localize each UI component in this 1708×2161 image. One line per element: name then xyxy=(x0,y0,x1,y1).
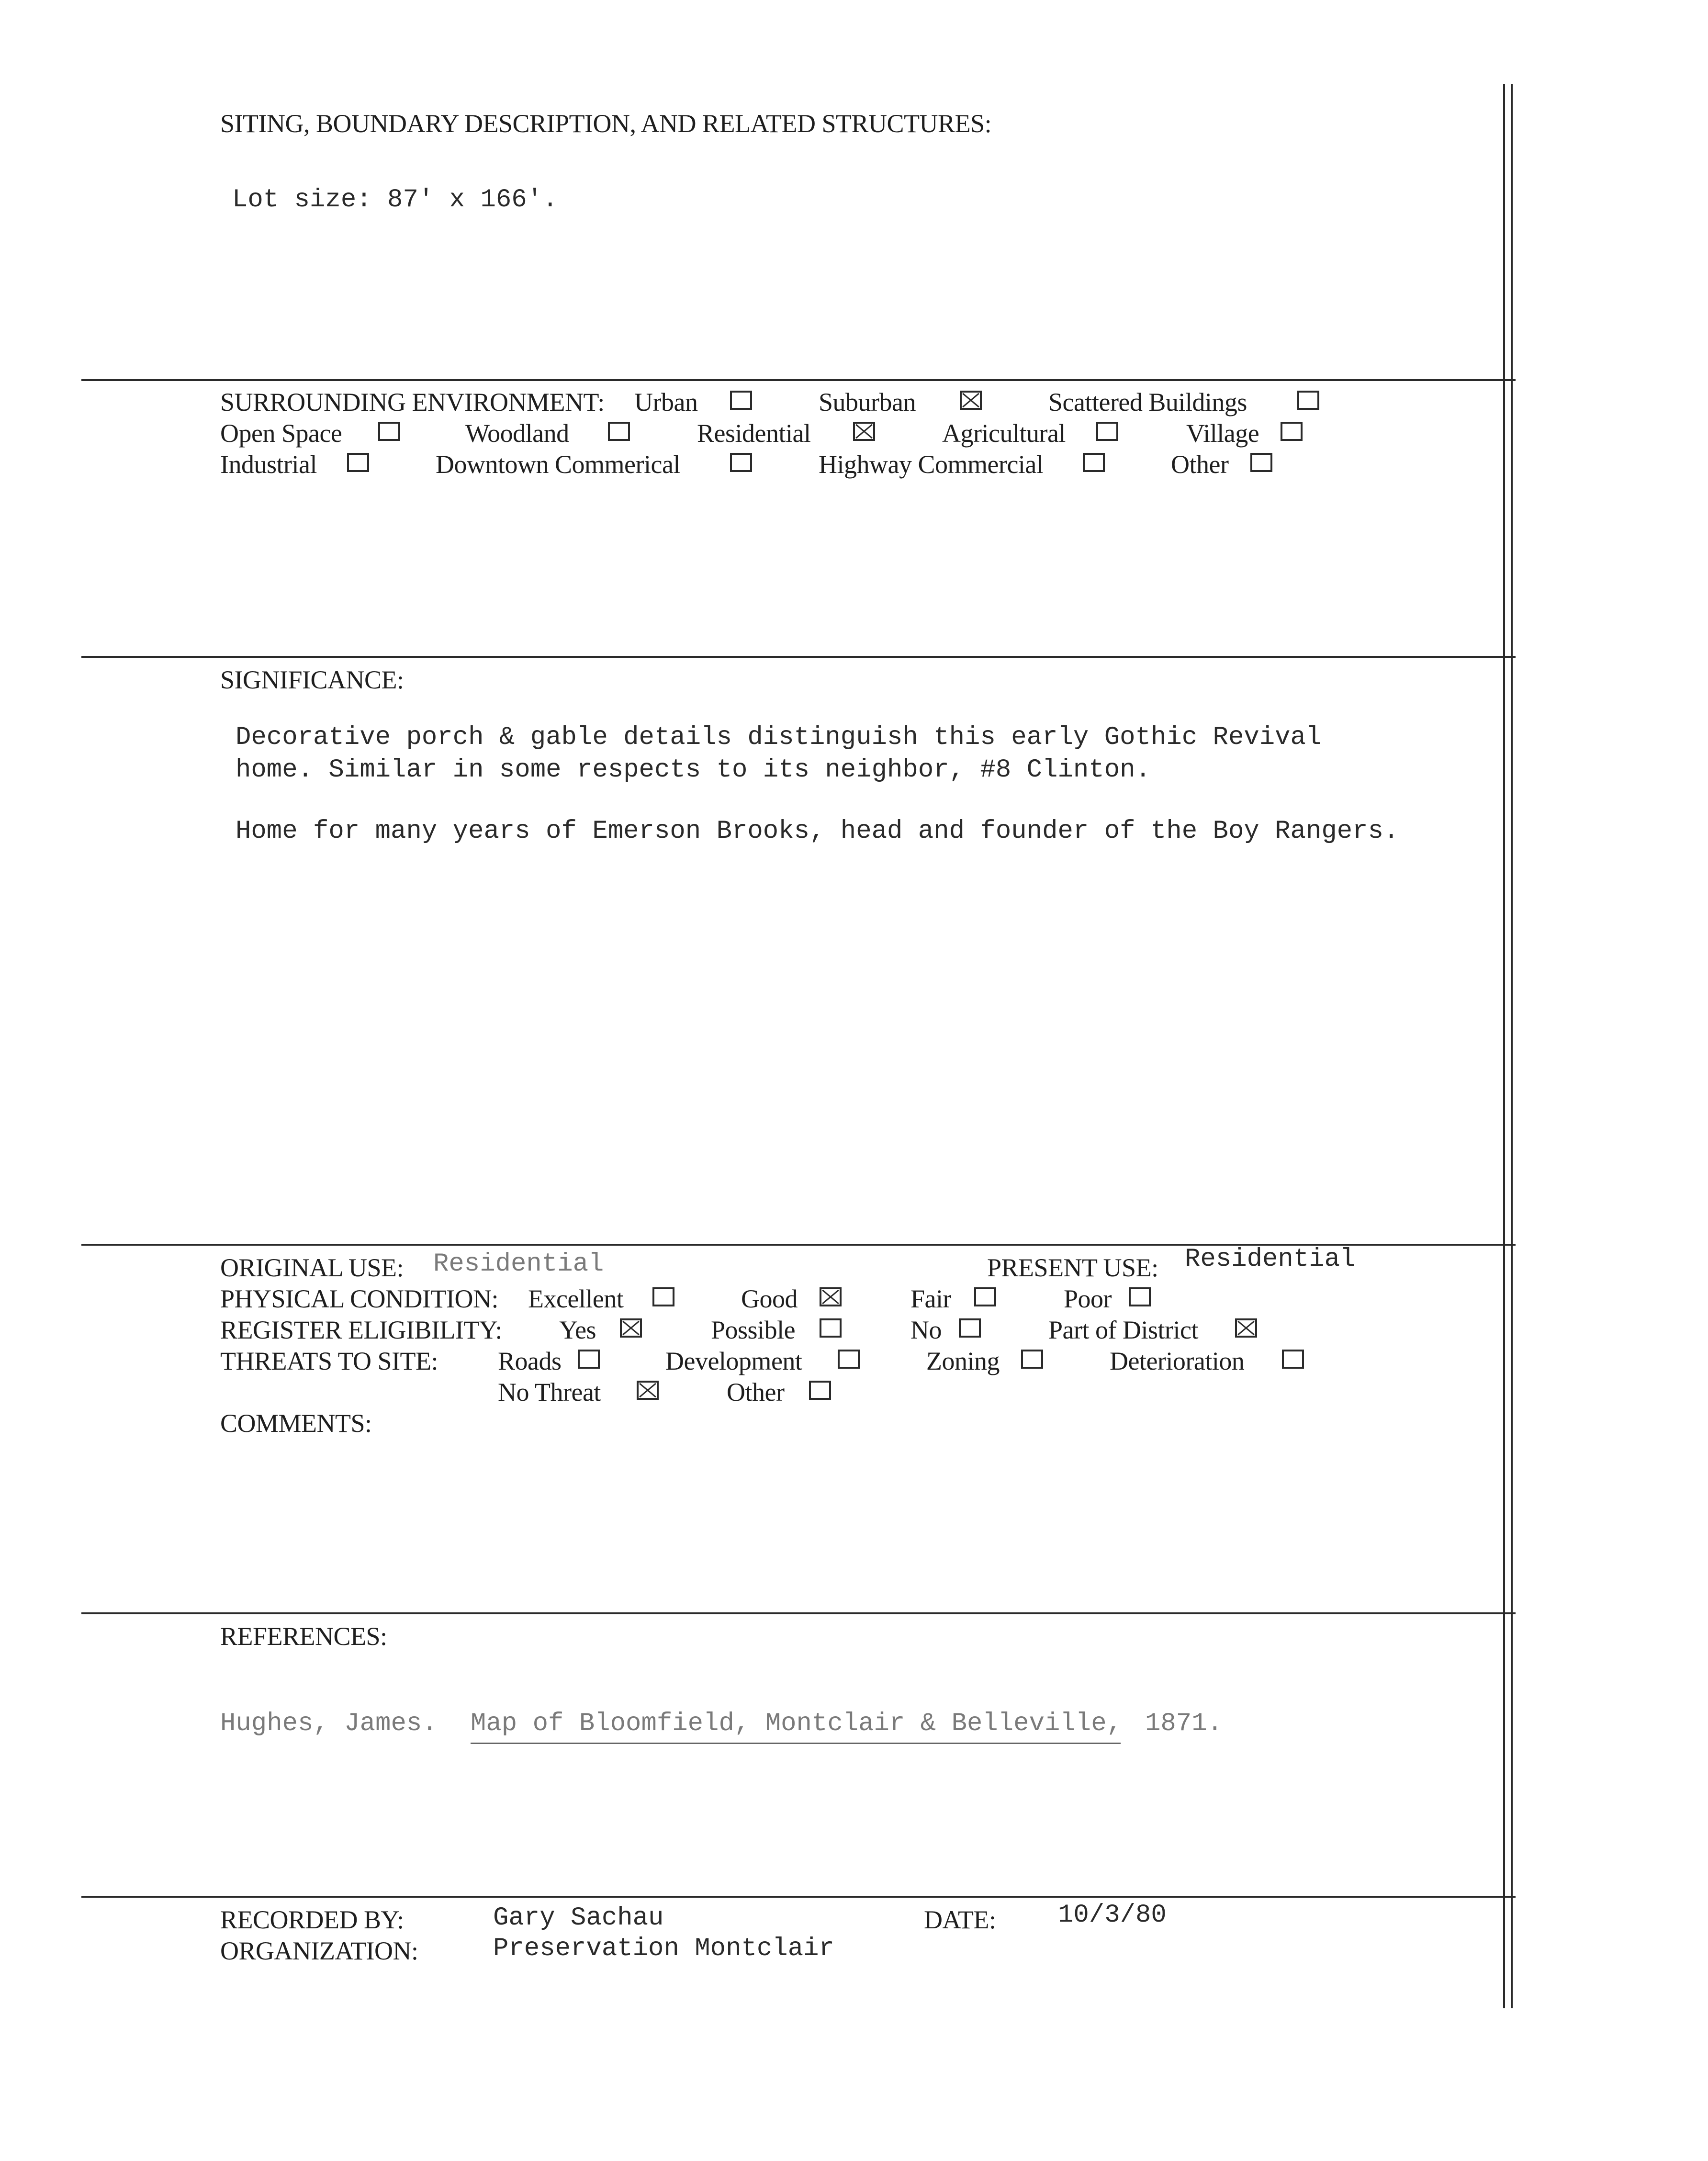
env-residential-checkbox[interactable] xyxy=(853,422,875,441)
env-agricultural-checkbox[interactable] xyxy=(1096,422,1118,441)
right-margin-rule-inner xyxy=(1511,84,1513,2008)
threat-option-label: No Threat xyxy=(498,1378,601,1407)
section-divider xyxy=(81,656,1516,658)
eligibility-option-label: No xyxy=(910,1316,942,1344)
env-option-label: Other xyxy=(1171,450,1229,479)
env-village-checkbox[interactable] xyxy=(1281,422,1303,441)
threat-option-label: Deterioration xyxy=(1110,1347,1245,1375)
section-divider xyxy=(81,1896,1516,1898)
env-option-label: Woodland xyxy=(465,419,569,448)
env-option-label: Downtown Commerical xyxy=(436,450,680,479)
original-use-value: Residential xyxy=(433,1249,604,1279)
env-downtown-checkbox[interactable] xyxy=(730,453,752,472)
threat-option-label: Zoning xyxy=(926,1347,1000,1375)
env-highway-checkbox[interactable] xyxy=(1083,453,1105,472)
reference-year: 1871. xyxy=(1145,1709,1223,1738)
env-suburban-checkbox[interactable] xyxy=(960,391,982,410)
right-margin-rule xyxy=(1503,84,1505,2008)
eligibility-option-label: Possible xyxy=(711,1316,796,1344)
condition-option-label: Excellent xyxy=(528,1284,624,1313)
threat-zoning-checkbox[interactable] xyxy=(1021,1350,1043,1369)
significance-line: Home for many years of Emerson Brooks, head and founder of the Boy Rangers. xyxy=(236,817,1399,846)
condition-excellent-checkbox[interactable] xyxy=(652,1287,674,1306)
condition-option-label: Poor xyxy=(1064,1284,1112,1313)
reference-title-underline xyxy=(471,1743,1121,1744)
condition-fair-checkbox[interactable] xyxy=(974,1287,996,1306)
organization-label: ORGANIZATION: xyxy=(220,1936,418,1965)
threat-no-threat-checkbox[interactable] xyxy=(637,1381,659,1400)
eligibility-possible-checkbox[interactable] xyxy=(820,1318,842,1338)
env-option-label: Industrial xyxy=(220,450,317,479)
recorded-by-label: RECORDED BY: xyxy=(220,1905,404,1934)
condition-poor-checkbox[interactable] xyxy=(1129,1287,1151,1306)
env-option-label: Scattered Buildings xyxy=(1048,388,1247,416)
threat-other-checkbox[interactable] xyxy=(809,1381,831,1400)
threat-development-checkbox[interactable] xyxy=(838,1350,860,1369)
env-option-label: Urban xyxy=(634,388,698,416)
env-scattered-checkbox[interactable] xyxy=(1297,391,1319,410)
env-option-label: Village xyxy=(1186,419,1259,448)
env-woodland-checkbox[interactable] xyxy=(608,422,630,441)
eligibility-no-checkbox[interactable] xyxy=(959,1318,981,1338)
env-option-label: Highway Commercial xyxy=(819,450,1044,479)
reference-author: Hughes, James. xyxy=(220,1709,438,1738)
references-heading: REFERENCES: xyxy=(220,1622,387,1651)
env-other-checkbox[interactable] xyxy=(1250,453,1272,472)
condition-option-label: Fair xyxy=(910,1284,951,1313)
threat-option-label: Roads xyxy=(498,1347,562,1375)
significance-line: home. Similar in some respects to its neighbor, #8 Clinton. xyxy=(236,755,1151,785)
threat-roads-checkbox[interactable] xyxy=(578,1350,600,1369)
eligibility-option-label: Yes xyxy=(559,1316,596,1344)
condition-good-checkbox[interactable] xyxy=(820,1287,842,1306)
significance-line: Decorative porch & gable details distinguish this early Gothic Revival xyxy=(236,723,1322,752)
env-option-label: Open Space xyxy=(220,419,342,448)
condition-label: PHYSICAL CONDITION: xyxy=(220,1284,498,1313)
present-use-value: Residential xyxy=(1185,1245,1356,1274)
comments-label: COMMENTS: xyxy=(220,1409,372,1438)
eligibility-district-checkbox[interactable] xyxy=(1235,1318,1257,1338)
reference-title: Map of Bloomfield, Montclair & Belleville, xyxy=(471,1709,1123,1738)
env-open-space-checkbox[interactable] xyxy=(378,422,400,441)
environment-heading: SURROUNDING ENVIRONMENT: xyxy=(220,388,605,416)
lot-size-text: Lot size: 87' x 166'. xyxy=(232,185,558,214)
present-use-label: PRESENT USE: xyxy=(987,1253,1158,1282)
recorded-by-value: Gary Sachau xyxy=(493,1903,664,1933)
original-use-label: ORIGINAL USE: xyxy=(220,1253,404,1282)
organization-value: Preservation Montclair xyxy=(493,1934,834,1963)
eligibility-option-label: Part of District xyxy=(1048,1316,1198,1344)
threat-option-label: Other xyxy=(727,1378,785,1407)
siting-heading: SITING, BOUNDARY DESCRIPTION, AND RELATED STRUCTURES: xyxy=(220,109,992,138)
env-option-label: Suburban xyxy=(819,388,916,416)
env-industrial-checkbox[interactable] xyxy=(347,453,369,472)
eligibility-yes-checkbox[interactable] xyxy=(620,1318,642,1338)
condition-option-label: Good xyxy=(741,1284,798,1313)
significance-heading: SIGNIFICANCE: xyxy=(220,665,404,694)
date-label: DATE: xyxy=(924,1905,996,1934)
env-option-label: Agricultural xyxy=(942,419,1066,448)
section-divider xyxy=(81,379,1516,381)
threat-deterioration-checkbox[interactable] xyxy=(1282,1350,1304,1369)
threats-label: THREATS TO SITE: xyxy=(220,1347,438,1375)
date-value: 10/3/80 xyxy=(1058,1901,1167,1930)
env-option-label: Residential xyxy=(697,419,811,448)
threat-option-label: Development xyxy=(665,1347,802,1375)
section-divider xyxy=(81,1612,1516,1614)
eligibility-label: REGISTER ELIGIBILITY: xyxy=(220,1316,502,1344)
env-urban-checkbox[interactable] xyxy=(730,391,752,410)
